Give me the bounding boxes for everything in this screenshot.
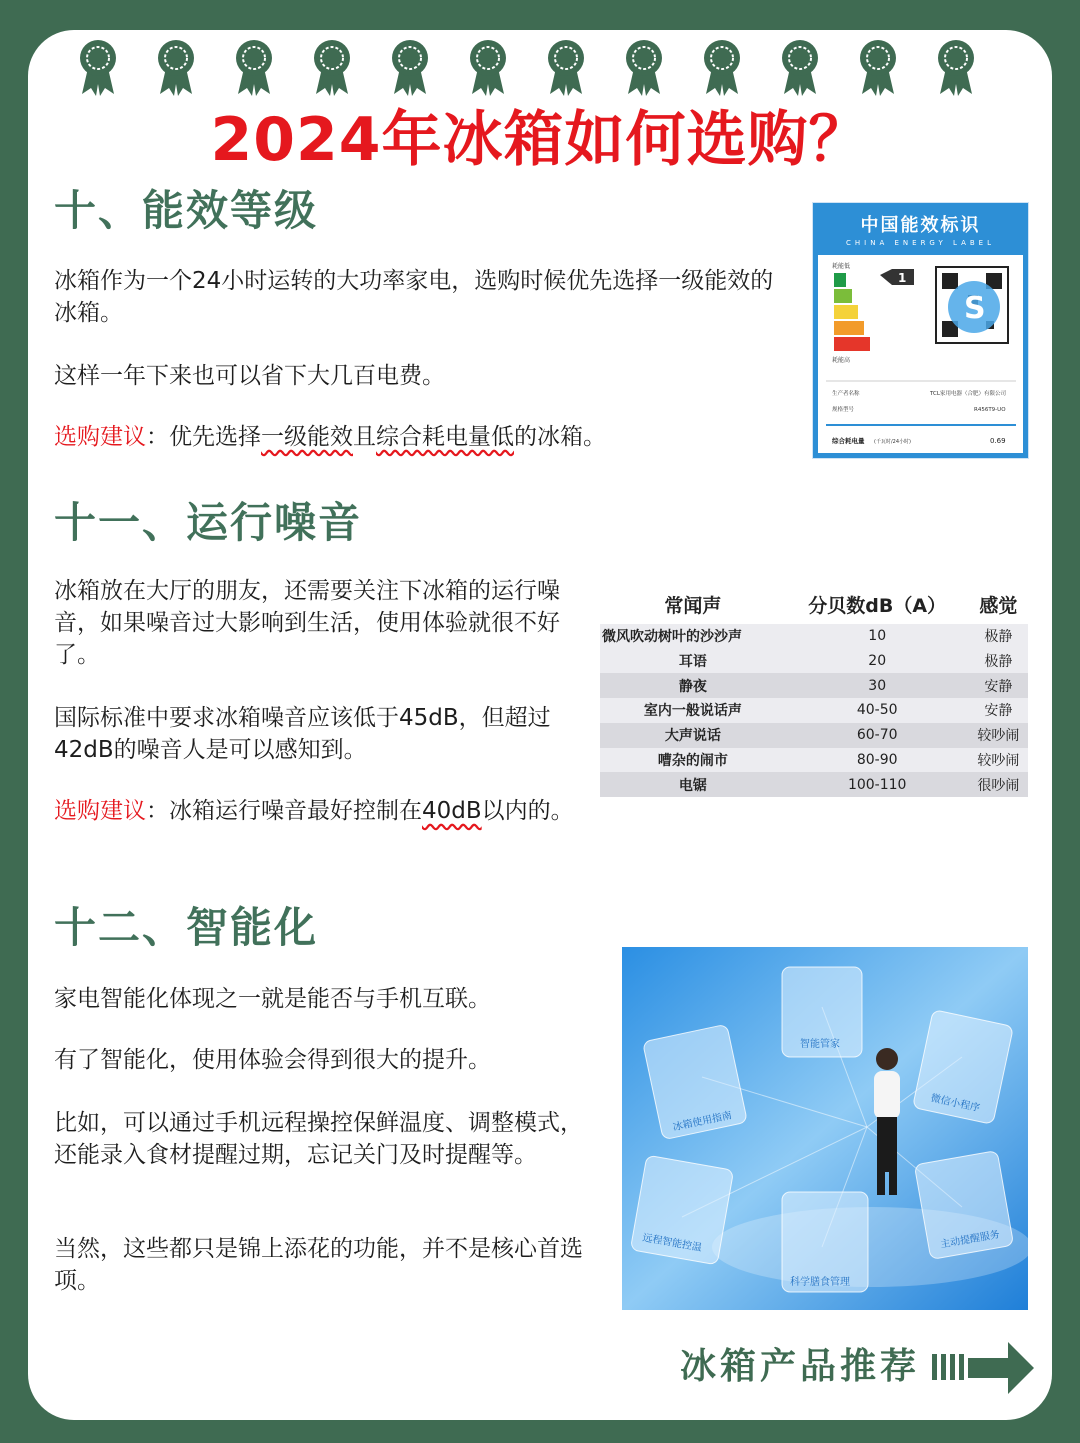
- ribbon-badge-icon: [232, 36, 276, 98]
- advice-highlight: 一级能效: [261, 424, 353, 450]
- smart-label: 远程智能控温: [641, 1232, 703, 1254]
- section-heading-smart: 十二、智能化: [54, 903, 319, 952]
- advice-text: 且: [353, 424, 376, 450]
- table-cell: 10: [786, 624, 969, 649]
- smart-paragraph-2: 有了智能化，使用体验会得到很大的提升。: [54, 1047, 491, 1073]
- section-heading-energy: 十、能效等级: [54, 186, 319, 235]
- energy-high-label: 耗能高: [832, 357, 851, 364]
- arrow-right-icon: [928, 1330, 1038, 1400]
- ribbon-badge-icon: [934, 36, 978, 98]
- energy-paragraph-1: 冰箱作为一个24小时运转的大功率家电，选购时候优先选择一级能效的冰箱。: [54, 268, 774, 326]
- advice-highlight: 综合耗电量低: [376, 424, 514, 450]
- table-row: [600, 723, 1028, 748]
- ribbon-badge-icon: [544, 36, 588, 98]
- table-header-row: [600, 585, 1028, 624]
- smart-illustration: [622, 947, 1028, 1310]
- table-cell: 耳语: [600, 649, 786, 674]
- noise-table: [600, 585, 1028, 797]
- table-cell: 20: [786, 649, 969, 674]
- table-cell: 80-90: [786, 748, 969, 773]
- ribbon-badge-icon: [466, 36, 510, 98]
- ribbon-badge-icon: [154, 36, 198, 98]
- ribbon-badge-icon: [310, 36, 354, 98]
- footer-title: 冰箱产品推荐: [680, 1346, 921, 1387]
- energy-low-label: 耗能低: [832, 263, 851, 270]
- table-cell: 安静: [969, 698, 1028, 723]
- consumption-label: 综合耗电量: [832, 437, 865, 445]
- smart-label: 冰箱使用指南: [671, 1110, 733, 1134]
- table-cell: 100-110: [786, 772, 969, 797]
- table-row: [600, 673, 1028, 698]
- advice-highlight: 40dB: [422, 798, 482, 824]
- table-cell: 嘈杂的闹市: [600, 748, 786, 773]
- table-row: [600, 772, 1028, 797]
- advice-text: 以内的。: [481, 798, 574, 824]
- content-card: [28, 30, 1052, 1420]
- smart-paragraph-4: 当然，这些都只是锦上添花的功能，并不是核心首选项。: [54, 1236, 583, 1294]
- table-row: [600, 698, 1028, 723]
- energy-label-subtitle: CHINA ENERGY LABEL: [846, 239, 995, 247]
- table-cell: 较吵闹: [969, 723, 1028, 748]
- table-header: 常闻声: [600, 585, 786, 624]
- model-value: R456T9-UO: [974, 407, 1006, 413]
- noise-paragraph-2: 国际标准中要求冰箱噪音应该低于45dB，但超过42dB的噪音人是可以感知到。: [54, 705, 551, 763]
- qr-badge: S: [964, 291, 986, 326]
- table-cell: 室内一般说话声: [600, 698, 786, 723]
- table-row: [600, 748, 1028, 773]
- maker-value: TCL家用电器（合肥）有限公司: [930, 391, 1006, 397]
- energy-label-header: [813, 203, 1028, 253]
- table-cell: 30: [786, 673, 969, 698]
- ribbon-badge-icon: [700, 36, 744, 98]
- table-row: [600, 649, 1028, 674]
- energy-paragraph-2: 这样一年下来也可以省下大几百电费。: [54, 363, 445, 389]
- smart-label: 智能管家: [800, 1039, 840, 1050]
- ribbon-badge-icon: [388, 36, 432, 98]
- energy-label-title: 中国能效标识: [860, 215, 981, 236]
- smart-home-image: [622, 947, 1028, 1310]
- table-cell: 大声说话: [600, 723, 786, 748]
- ribbon-badge-icon: [778, 36, 822, 98]
- smart-label: 微信小程序: [929, 1093, 981, 1115]
- table-cell: 电锯: [600, 772, 786, 797]
- ribbon-badge-icon: [76, 36, 120, 98]
- advice-label: 选购建议: [54, 424, 146, 450]
- table-header: 分贝数dB（A）: [786, 585, 969, 624]
- energy-label-image: [812, 202, 1029, 459]
- energy-label-body: [818, 255, 1023, 453]
- consumption-value: 0.69: [990, 437, 1006, 445]
- table-cell: 微风吹动树叶的沙沙声: [600, 624, 786, 649]
- consumption-unit: (千瓦时/24小时): [874, 439, 911, 445]
- table-cell: 60-70: [786, 723, 969, 748]
- page-title: 2024年冰箱如何选购？: [210, 105, 870, 175]
- energy-advice: [54, 421, 789, 453]
- table-header: 感觉: [969, 585, 1028, 624]
- ribbon-badge-icon: [622, 36, 666, 98]
- advice-text: ：冰箱运行噪音最好控制在: [146, 798, 422, 824]
- smart-label: 主动提醒服务: [939, 1229, 1001, 1251]
- table-cell: 较吵闹: [969, 748, 1028, 773]
- section-heading-noise: 十一、运行噪音: [54, 498, 363, 547]
- table-cell: 很吵闹: [969, 772, 1028, 797]
- noise-advice: [54, 795, 579, 827]
- maker-label: 生产者名称: [832, 391, 860, 397]
- table-row: [600, 624, 1028, 649]
- ribbon-badge-icon: [856, 36, 900, 98]
- table-cell: 安静: [969, 673, 1028, 698]
- smart-paragraph-3: 比如，可以通过手机远程操控保鲜温度、调整模式，还能录入食材提醒过期，忘记关门及时提醒等。: [54, 1110, 583, 1168]
- noise-paragraph-1: 冰箱放在大厅的朋友，还需要关注下冰箱的运行噪音，如果噪音过大影响到生活，使用体验就很不好了。: [54, 578, 560, 668]
- smart-paragraph-1: 家电智能化体现之一就是能否与手机互联。: [54, 986, 491, 1012]
- advice-label: 选购建议: [54, 798, 146, 824]
- energy-grade-chart: [818, 255, 1023, 453]
- advice-text: 的冰箱。: [514, 424, 606, 450]
- model-label: 规格型号: [832, 407, 855, 413]
- smart-label: 科学膳食管理: [790, 1277, 850, 1288]
- advice-text: ：优先选择: [146, 424, 261, 450]
- table-cell: 静夜: [600, 673, 786, 698]
- energy-grade: 1: [898, 271, 907, 285]
- table-cell: 极静: [969, 624, 1028, 649]
- table-cell: 40-50: [786, 698, 969, 723]
- table-cell: 极静: [969, 649, 1028, 674]
